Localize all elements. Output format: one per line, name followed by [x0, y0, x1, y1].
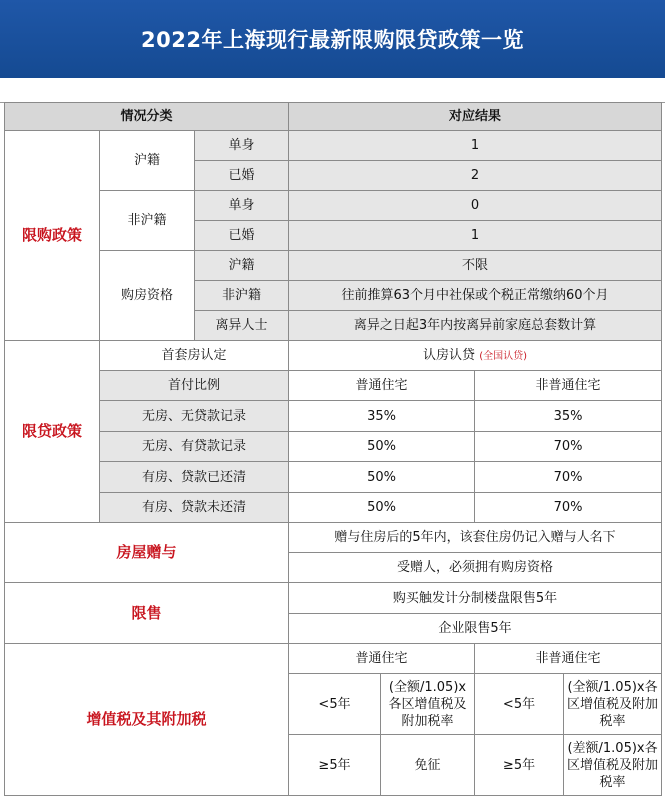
- sale-line-2: 企业限售5年: [289, 614, 662, 644]
- table-row: [5, 462, 662, 493]
- label-single: 单身: [195, 191, 289, 221]
- table-row: [5, 401, 662, 432]
- loan-row-ordinary: 50%: [289, 493, 475, 523]
- table-row: [5, 371, 662, 401]
- vat-non-ordinary-ge5: ≥5年: [475, 735, 564, 796]
- label-qual-hj: 沪籍: [195, 251, 289, 281]
- table-row: [5, 644, 662, 674]
- label-first-home: 首套房认定: [100, 341, 289, 371]
- category-vat: 增值税及其附加税: [5, 644, 289, 796]
- label-single: 单身: [195, 131, 289, 161]
- label-down-payment: 首付比例: [100, 371, 289, 401]
- category-gift: 房屋赠与: [5, 523, 289, 583]
- value-fhj-married: 1: [289, 221, 662, 251]
- label-fhj: 非沪籍: [100, 191, 195, 251]
- page-title: 2022年上海现行最新限购限贷政策一览: [0, 0, 665, 78]
- vat-non-ordinary-lt5: <5年: [475, 674, 564, 735]
- header-result: 对应结果: [289, 103, 662, 131]
- label-married: 已婚: [195, 161, 289, 191]
- table-row: [5, 131, 662, 161]
- category-loan: 限贷政策: [5, 341, 100, 523]
- loan-row-ordinary: 35%: [289, 401, 475, 432]
- vat-non-ordinary-ge5-rate: (差额/1.05)x各区增值税及附加税率: [564, 735, 662, 796]
- table-row: [5, 493, 662, 523]
- label-qual-divorced: 离异人士: [195, 311, 289, 341]
- gift-line-2: 受赠人，必须拥有购房资格: [289, 553, 662, 583]
- category-sale-limit: 限售: [5, 583, 289, 644]
- table-row: [5, 432, 662, 462]
- vat-header-non-ordinary: 非普通住宅: [475, 644, 662, 674]
- value-hj-married: 2: [289, 161, 662, 191]
- loan-row-label: 有房、贷款未还清: [100, 493, 289, 523]
- label-hj: 沪籍: [100, 131, 195, 191]
- title-spacer: [0, 78, 665, 103]
- value-hj-single: 1: [289, 131, 662, 161]
- header-non-ordinary: 非普通住宅: [475, 371, 662, 401]
- table-row: [5, 341, 662, 371]
- table-row: [5, 191, 662, 221]
- table-row: [5, 251, 662, 281]
- vat-ordinary-lt5-rate: (全额/1.05)x各区增值税及附加税率: [381, 674, 475, 735]
- sale-line-1: 购买触发计分制楼盘限售5年: [289, 583, 662, 614]
- label-qualification: 购房资格: [100, 251, 195, 341]
- loan-row-label: 无房、无贷款记录: [100, 401, 289, 432]
- value-fhj-single: 0: [289, 191, 662, 221]
- vat-ordinary-lt5: <5年: [289, 674, 381, 735]
- table-row: [5, 523, 662, 553]
- category-purchase: 限购政策: [5, 131, 100, 341]
- vat-non-ordinary-lt5-rate: (全额/1.05)x各区增值税及附加税率: [564, 674, 662, 735]
- label-married: 已婚: [195, 221, 289, 251]
- loan-row-non-ordinary: 70%: [475, 493, 662, 523]
- loan-row-non-ordinary: 35%: [475, 401, 662, 432]
- vat-header-ordinary: 普通住宅: [289, 644, 475, 674]
- vat-ordinary-ge5: ≥5年: [289, 735, 381, 796]
- first-home-rule: 认房认贷: [423, 347, 476, 363]
- loan-row-ordinary: 50%: [289, 462, 475, 493]
- loan-row-non-ordinary: 70%: [475, 462, 662, 493]
- loan-row-non-ordinary: 70%: [475, 432, 662, 462]
- policy-table: [4, 102, 662, 796]
- value-first-home: [289, 341, 662, 371]
- value-qual-divorced: 离异之日起3年内按离异前家庭总套数计算: [289, 311, 662, 341]
- header-category: 情况分类: [5, 103, 289, 131]
- header-ordinary: 普通住宅: [289, 371, 475, 401]
- header-row: [5, 103, 662, 131]
- loan-row-ordinary: 50%: [289, 432, 475, 462]
- value-qual-hj: 不限: [289, 251, 662, 281]
- label-qual-fhj: 非沪籍: [195, 281, 289, 311]
- loan-row-label: 有房、贷款已还清: [100, 462, 289, 493]
- loan-row-label: 无房、有贷款记录: [100, 432, 289, 462]
- gift-line-1: 赠与住房后的5年内，该套住房仍记入赠与人名下: [289, 523, 662, 553]
- value-qual-fhj: 往前推算63个月中社保或个税正常缴纳60个月: [289, 281, 662, 311]
- vat-ordinary-ge5-rate: 免征: [381, 735, 475, 796]
- table-row: [5, 583, 662, 614]
- first-home-note: (全国认贷): [479, 350, 527, 362]
